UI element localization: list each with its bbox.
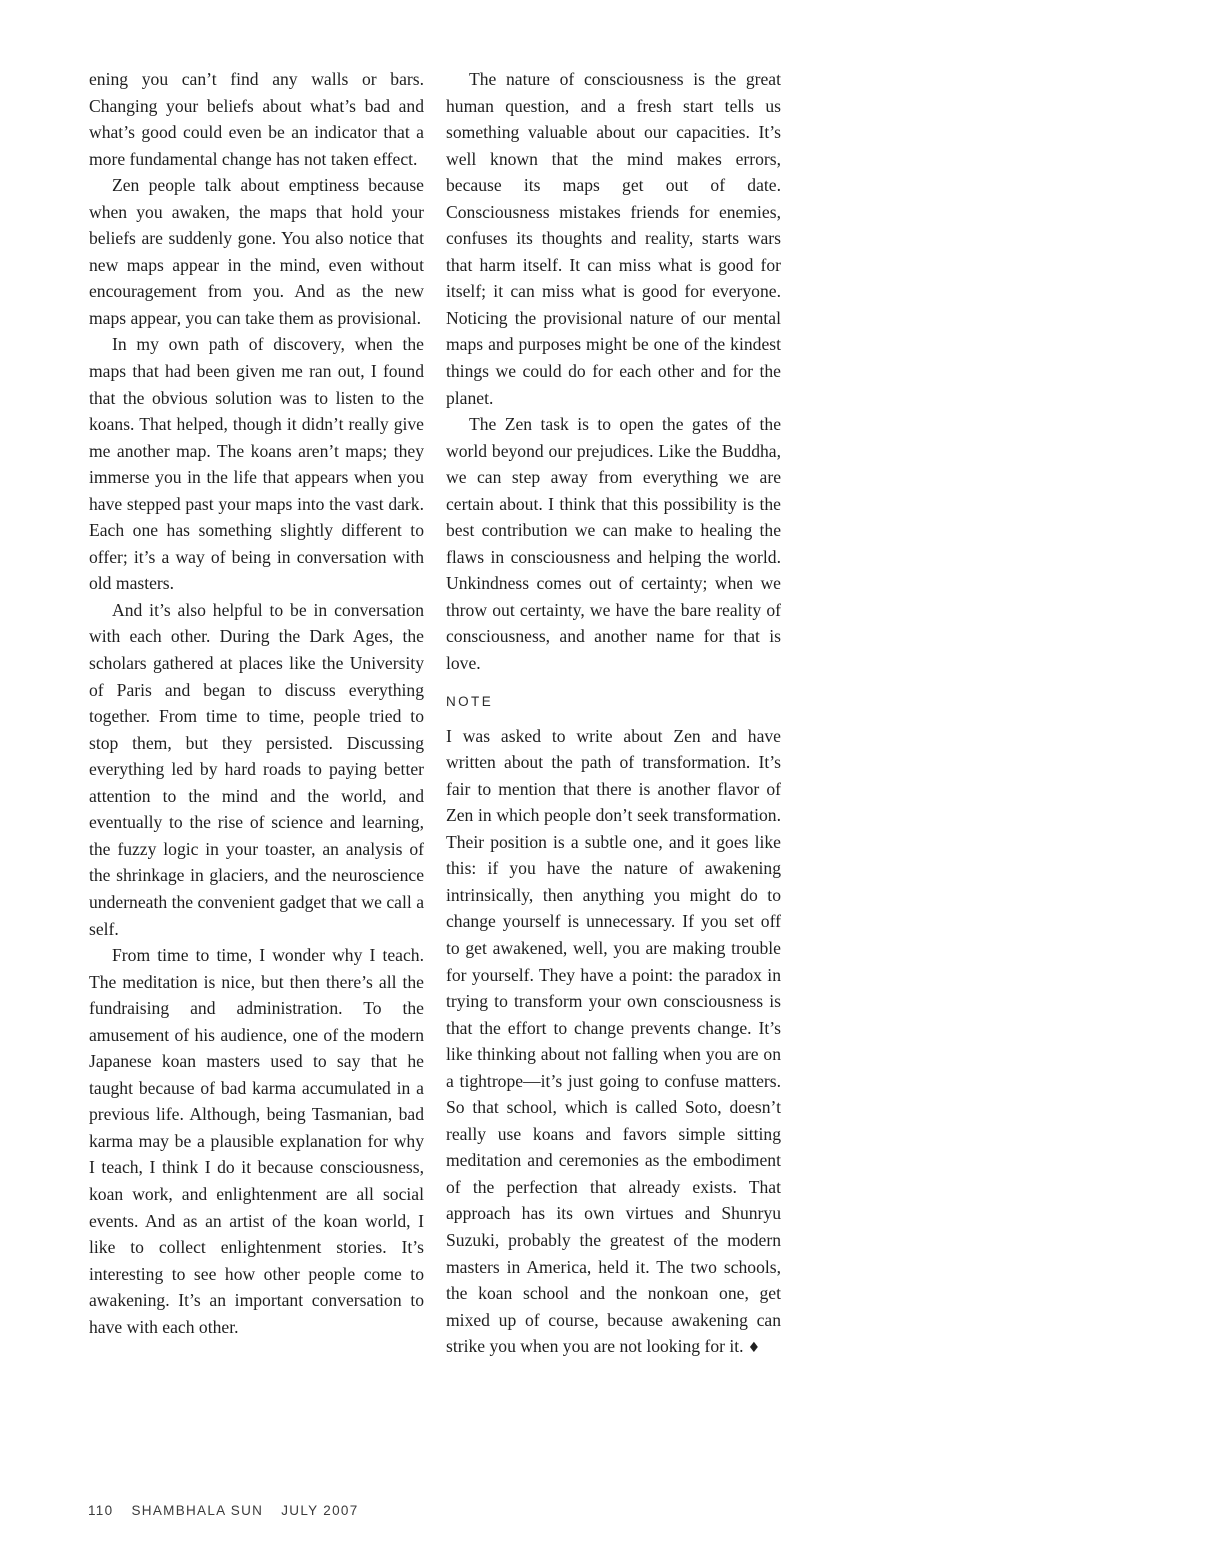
- note-paragraph: [446, 723, 781, 1362]
- paragraph: From time to time, I wonder why I teach. The meditation is nice, but then there’s all the fundraising and administration. To the amusement of his audience, one of the modern Japanese koan masters used to say that he taught because of bad karma accumulated in a previous life. Although, being Tasmanian, bad karma may be a plausible explanation for why I teach, I think I do it because consciousness, koan work, and enlightenment are all social events. And as an artist of the koan world, I like to collect enlightenment stories. It’s interesting to see how other people come to awakening. It’s an important conversation to have with each other.: [89, 945, 424, 1337]
- issue-date: JULY 2007: [281, 1503, 359, 1518]
- publication-name: SHAMBHALA SUN: [131, 1503, 264, 1518]
- page-footer: [88, 1503, 372, 1518]
- page-number: 110: [88, 1503, 114, 1518]
- paragraph: The nature of consciousness is the great human question, and a fresh start tells us something valuable about our capacities. It’s well known that the mind makes errors, because its maps get out of date. Consciousness mistakes friends for enemies, confuses its thoughts and reality, starts wars that harm itself. It can miss what is good for itself; it can miss what is good for everyone. Noticing the provisional nature of our mental maps and purposes might be one of the kindest things we could do for each other and for the planet.: [446, 69, 781, 408]
- note-heading: NOTE: [446, 693, 494, 709]
- paragraph: And it’s also helpful to be in conversation with each other. During the Dark Ages, the scholars gathered at places like the University of Paris and began to discuss everything together. From time to time, people tried to stop them, but they persisted. Discussing everything led by hard roads to paying better attention to the mind and the world, and eventually to the rise of science and learning, the fuzzy logic in your toaster, an analysis of the shrinkage in glaciers, and the neuroscience underneath the convenient gadget that we call a self.: [89, 599, 424, 939]
- end-mark-icon: ♦: [747, 1340, 761, 1357]
- paragraph: ening you can’t find any walls or bars. Changing your beliefs about what’s bad and what’s good could even be an indicator that a more fundamental change has not taken effect.: [89, 69, 424, 169]
- note-text: I was asked to write about Zen and have written about the path of transformation. It’s fair to mention that there is another flavor of Zen in which people don’t seek transformation. Their position is a subtle one, and it goes like this: if you have the nature of awakening intrinsically, then anything you might do to change yourself is unnecessary. If you set off to get awakened, well, you are making trouble for yourself. They have a point: the paradox in trying to transform your own consciousness is that the effort to change prevents change. It’s like thinking about not falling when you are on a tightrope—it’s just going to confuse matters. So that school, which is called Soto, doesn’t really use koans and favors simple sitting meditation and ceremonies as the embodiment of the perfection that already exists. That approach has its own virtues and Shunryu Suzuki, probably the greatest of the modern masters in America, held it. The two schools, the koan school and the nonkoan one, get mixed up of course, because awakening can strike you when you are not looking for it.: [446, 725, 781, 1357]
- right-column: [446, 66, 781, 1362]
- paragraph: In my own path of discovery, when the maps that had been given me ran out, I found that the obvious solution was to listen to the koans. That helped, though it didn’t really give me another map. The koans aren’t maps; they immerse you in the life that appears when you have stepped past your maps into the vast dark. Each one has something slightly different to offer; it’s a way of being in conversation with old masters.: [89, 334, 424, 594]
- paragraph: The Zen task is to open the gates of the world beyond our prejudices. Like the Buddha, we can step away from everything we are certain about. I think that this possibility is the best contribution we can make to healing the flaws in consciousness and helping the world. Unkindness comes out of certainty; when we throw out certainty, we have the bare reality of consciousness, and another name for that is love.: [446, 414, 781, 674]
- left-column: [89, 66, 424, 1340]
- paragraph: Zen people talk about emptiness because when you awaken, the maps that hold your beliefs are suddenly gone. You also notice that new maps appear in the mind, even without encouragement from you. And as the new maps appear, you can take them as provisional.: [89, 175, 424, 328]
